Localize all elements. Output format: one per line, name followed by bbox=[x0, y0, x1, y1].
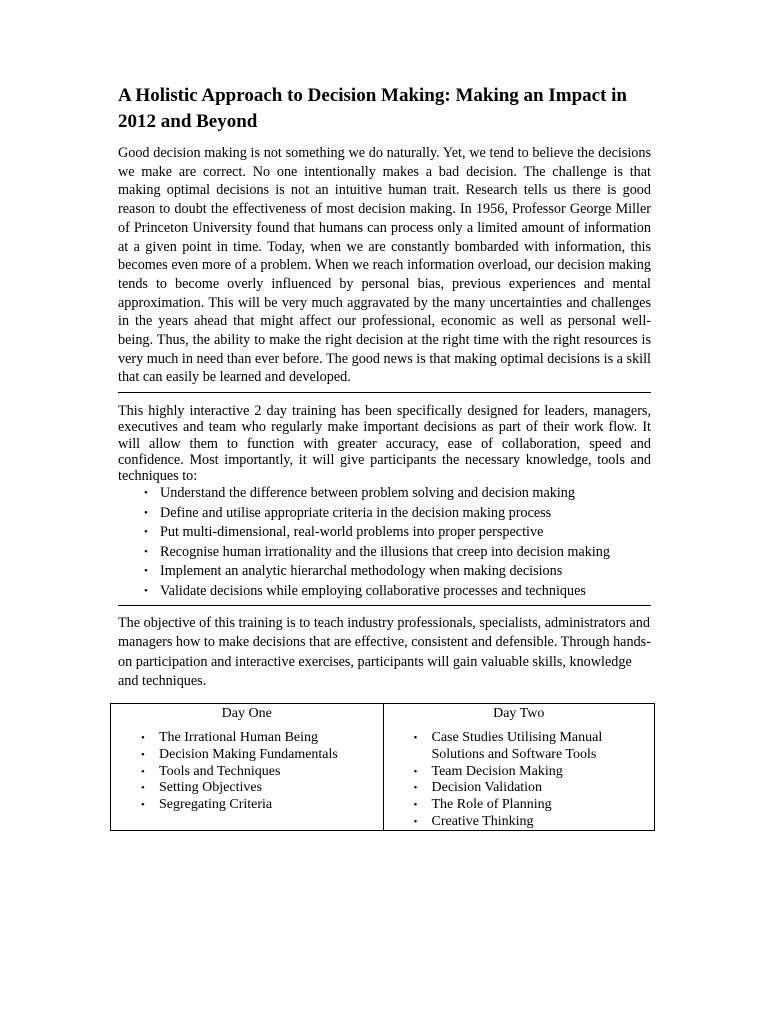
page-title: A Holistic Approach to Decision Making: Making an Impact in 2012 and Beyond bbox=[118, 85, 628, 132]
day-two-list bbox=[384, 730, 655, 831]
list-item: • The Irrational Human Being bbox=[141, 730, 319, 745]
bullet-icon: • bbox=[141, 748, 145, 761]
list-item: • Put multi-dimensional, real-world problems into proper perspective bbox=[118, 523, 651, 543]
list-item: • Implement an analytic hierarchal methodology when making decisions bbox=[118, 562, 651, 582]
day-one-column bbox=[111, 704, 383, 830]
bullet-icon: • bbox=[413, 782, 418, 795]
objective-paragraph: The objective of this training is to teach industry professionals, specialists, administrators and managers how to make decisions that are effective, consistent and defensible. Through hands-on participation and interactive exercises, participants will gain valuable skills, knowledge and techniques. bbox=[118, 615, 651, 690]
bullet-icon: • bbox=[141, 782, 145, 795]
bullet-icon: • bbox=[413, 799, 418, 812]
day-two-column bbox=[383, 704, 655, 830]
bullet-icon: • bbox=[144, 526, 148, 539]
bullet-icon: • bbox=[141, 765, 145, 778]
bullet-icon: • bbox=[144, 565, 148, 578]
list-item: • Case Studies Utilising Manual Solutions and Software Tools bbox=[413, 730, 603, 762]
bullet-icon: • bbox=[413, 815, 418, 828]
list-item: • Setting Objectives bbox=[141, 780, 263, 796]
list-item: • Team Decision Making bbox=[413, 763, 563, 779]
list-item: • Segregating Criteria bbox=[141, 797, 273, 813]
day-two-heading: Day Two bbox=[493, 706, 545, 721]
bullet-icon: • bbox=[413, 765, 418, 778]
bullet-icon: • bbox=[141, 799, 145, 812]
bullet-icon: • bbox=[144, 584, 148, 597]
training-bullet-list bbox=[118, 484, 651, 602]
training-paragraph: This highly interactive 2 day training has been specifically designed for leaders, managers, executives and team who regularly make important decisions as part of their work flow. It will allow them to function with greater accuracy, ease of collaboration, speed and confidence. Most importantly, it will give participants the necessary knowledge, tools and techniques to: bbox=[118, 403, 651, 485]
list-item: • Understand the difference between problem solving and decision making bbox=[118, 484, 651, 504]
list-item: • Validate decisions while employing collaborative processes and techniques bbox=[118, 582, 651, 602]
schedule-table bbox=[110, 703, 655, 831]
list-item: • Decision Making Fundamentals bbox=[141, 746, 338, 762]
bullet-icon: • bbox=[144, 506, 148, 519]
bullet-icon: • bbox=[144, 545, 148, 558]
section-divider bbox=[118, 392, 651, 393]
bullet-icon: • bbox=[144, 487, 148, 499]
day-one-heading: Day One bbox=[221, 706, 272, 721]
list-item: • Recognise human irrationality and the illusions that creep into decision making bbox=[118, 543, 651, 563]
list-item: • Define and utilise appropriate criteria in the decision making process bbox=[118, 504, 651, 524]
list-item: • The Role of Planning bbox=[413, 797, 552, 813]
intro-paragraph: Good decision making is not something we do naturally. Yet, we tend to believe the decisions we make are correct. No one intentionally makes a bad decision. The challenge is that making optimal decisions is not an intuitive human trait. Research tells us there is good reason to doubt the effectiveness of most decision making. In 1956, Professor George Miller of Princeton University found that humans can process only a limited amount of information at a given point in time. Today, when we are constantly bombarded with information, this becomes even more of a problem. When we reach information overload, our decision making tends to become overly influenced by personal bias, previous experiences and mental approximation. This will be very much aggravated by the many uncertainties and challenges in the years ahead that might affect our professional, economic as well as personal well-being. Thus, the ability to make the right decision at the right time with the right resources is very much in need than ever before. The good news is that making optimal decisions is a skill that can easily be learned and developed. bbox=[118, 145, 651, 386]
section-divider bbox=[118, 605, 651, 606]
bullet-icon: • bbox=[413, 732, 418, 744]
day-one-list bbox=[111, 730, 383, 814]
list-item: • Tools and Techniques bbox=[141, 763, 281, 779]
list-item: • Decision Validation bbox=[413, 780, 543, 796]
list-item: • Creative Thinking bbox=[413, 813, 534, 829]
bullet-icon: • bbox=[141, 732, 145, 744]
